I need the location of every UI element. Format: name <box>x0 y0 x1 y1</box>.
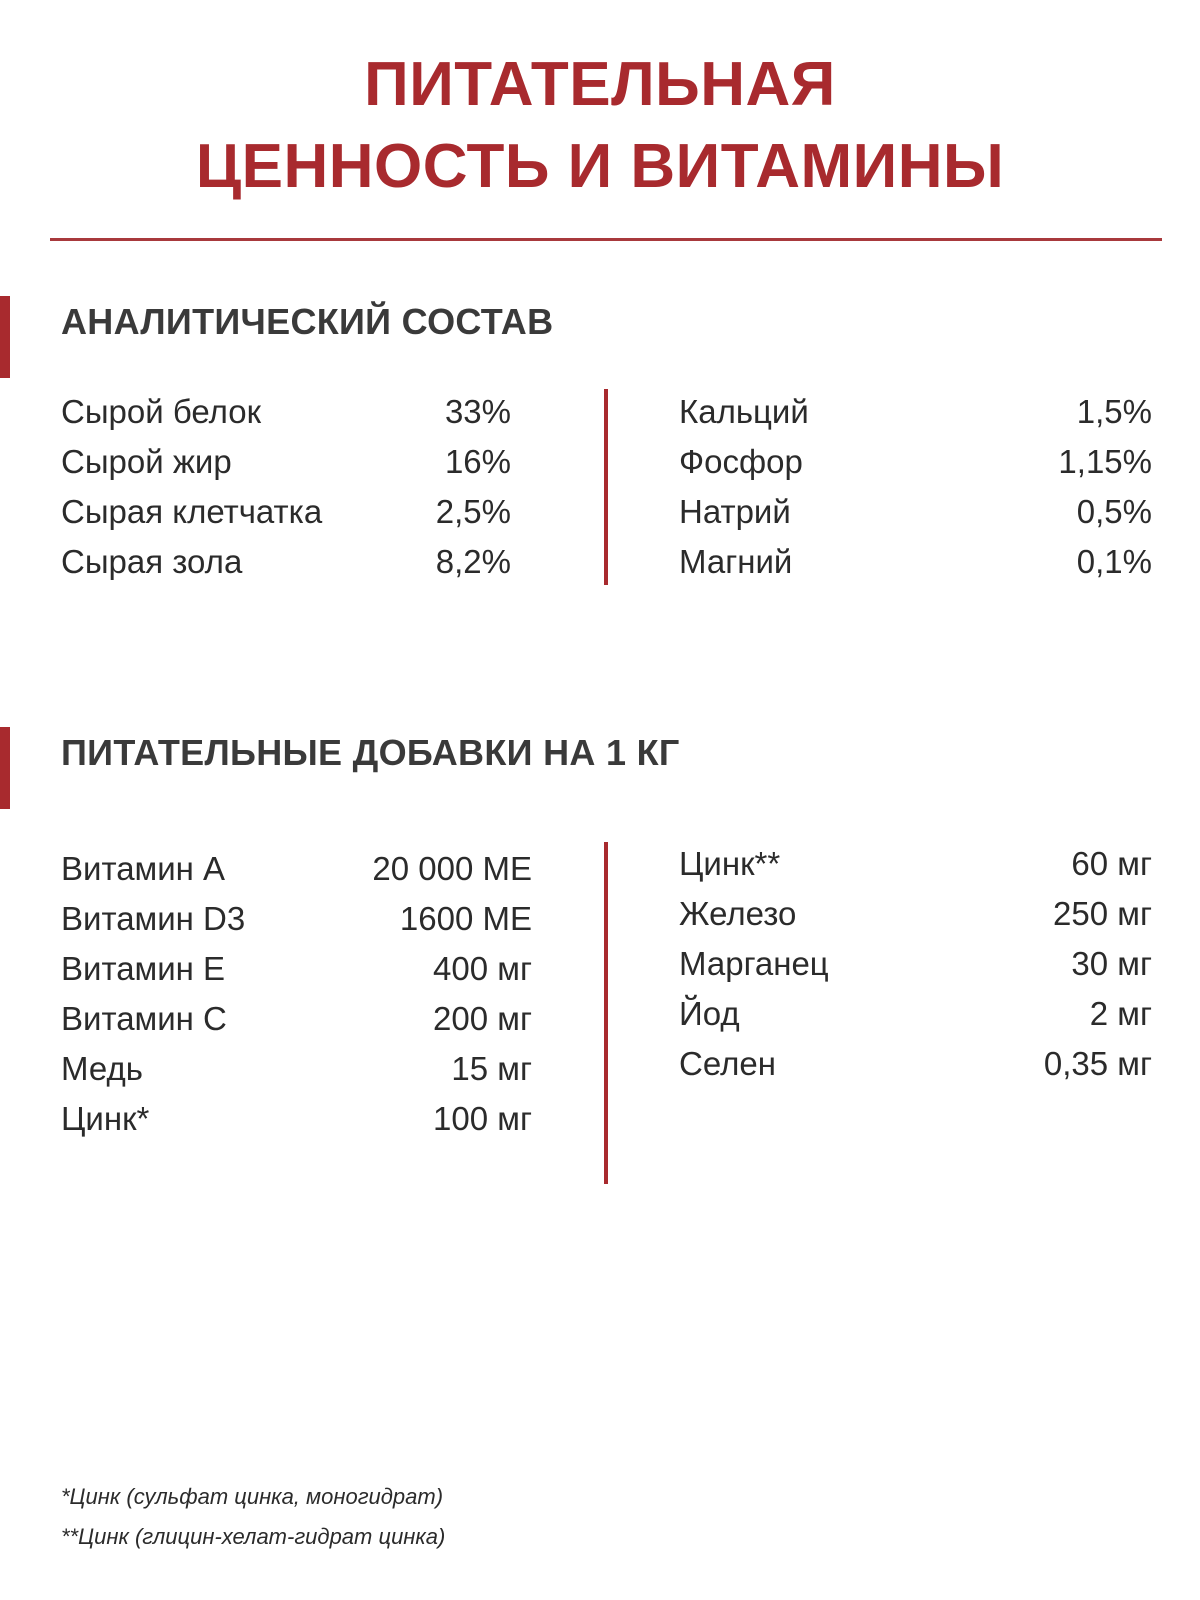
item-label: Железо <box>679 895 797 932</box>
item-value: 100 мг <box>433 1100 532 1137</box>
list-item <box>61 944 532 994</box>
item-value: 8,2% <box>435 543 511 580</box>
item-value: 1,5% <box>1076 393 1152 430</box>
list-item <box>61 537 511 587</box>
item-label: Сырая зола <box>61 543 243 580</box>
section-marker-analytical <box>0 296 10 378</box>
analytical-left-list <box>61 387 511 587</box>
list-item <box>61 437 511 487</box>
list-item <box>679 839 1152 889</box>
item-value: 0,35 мг <box>1043 1045 1152 1082</box>
item-value: 2,5% <box>435 493 511 530</box>
item-label: Цинк* <box>61 1100 150 1137</box>
list-item <box>679 487 1152 537</box>
section-title-analytical: АНАЛИТИЧЕСКИЙ СОСТАВ <box>61 301 554 342</box>
item-label: Марганец <box>679 945 829 982</box>
list-item <box>61 387 511 437</box>
list-item <box>679 537 1152 587</box>
item-label: Сырой жир <box>61 443 232 480</box>
item-value: 30 мг <box>1071 945 1152 982</box>
item-value: 400 мг <box>433 950 532 987</box>
item-label: Витамин D3 <box>61 900 246 937</box>
list-item <box>61 487 511 537</box>
page-title-line-2: ЦЕННОСТЬ И ВИТАМИНЫ <box>195 132 1005 201</box>
item-value: 0,5% <box>1076 493 1152 530</box>
item-label: Магний <box>679 543 793 580</box>
item-value: 1,15% <box>1058 443 1152 480</box>
item-value: 15 мг <box>451 1050 532 1087</box>
title-divider <box>50 238 1162 241</box>
item-label: Кальций <box>679 393 809 430</box>
section-marker-additives <box>0 727 10 809</box>
item-label: Цинк** <box>679 845 781 882</box>
list-item <box>61 844 532 894</box>
item-label: Сырой белок <box>61 393 262 430</box>
item-label: Сырая клетчатка <box>61 493 323 530</box>
item-label: Натрий <box>679 493 791 530</box>
list-item <box>61 1044 532 1094</box>
list-item <box>679 939 1152 989</box>
item-value: 60 мг <box>1071 845 1152 882</box>
list-item <box>679 989 1152 1039</box>
column-divider-analytical <box>604 389 608 585</box>
item-label: Витамин Е <box>61 950 226 987</box>
item-label: Витамин А <box>61 850 226 887</box>
list-item <box>679 889 1152 939</box>
additives-right-list <box>679 839 1152 1089</box>
item-value: 1600 МЕ <box>399 900 532 937</box>
list-item <box>679 387 1152 437</box>
item-value: 20 000 МЕ <box>372 850 532 887</box>
list-item <box>61 894 532 944</box>
item-label: Фосфор <box>679 443 803 480</box>
item-label: Витамин С <box>61 1000 227 1037</box>
list-item <box>61 1094 532 1144</box>
item-value: 16% <box>444 443 511 480</box>
page-title-line-1: ПИТАТЕЛЬНАЯ <box>364 50 836 119</box>
additives-left-list <box>61 844 532 1144</box>
list-item <box>61 994 532 1044</box>
section-title-additives: ПИТАТЕЛЬНЫЕ ДОБАВКИ НА 1 КГ <box>61 732 680 773</box>
analytical-right-list <box>679 387 1152 587</box>
item-value: 33% <box>444 393 511 430</box>
item-label: Йод <box>679 995 740 1032</box>
item-value: 200 мг <box>433 1000 532 1037</box>
page-title <box>0 44 1200 208</box>
column-divider-additives <box>604 842 608 1184</box>
item-value: 2 мг <box>1089 995 1152 1032</box>
item-value: 250 мг <box>1053 895 1152 932</box>
item-label: Медь <box>61 1050 143 1087</box>
list-item <box>679 1039 1152 1089</box>
list-item <box>679 437 1152 487</box>
footnote-zinc-chelate: **Цинк (глицин-хелат-гидрат цинка) <box>61 1524 446 1549</box>
item-label: Селен <box>679 1045 776 1082</box>
item-value: 0,1% <box>1076 543 1152 580</box>
footnote-zinc-sulfate: *Цинк (сульфат цинка, моногидрат) <box>61 1484 444 1509</box>
